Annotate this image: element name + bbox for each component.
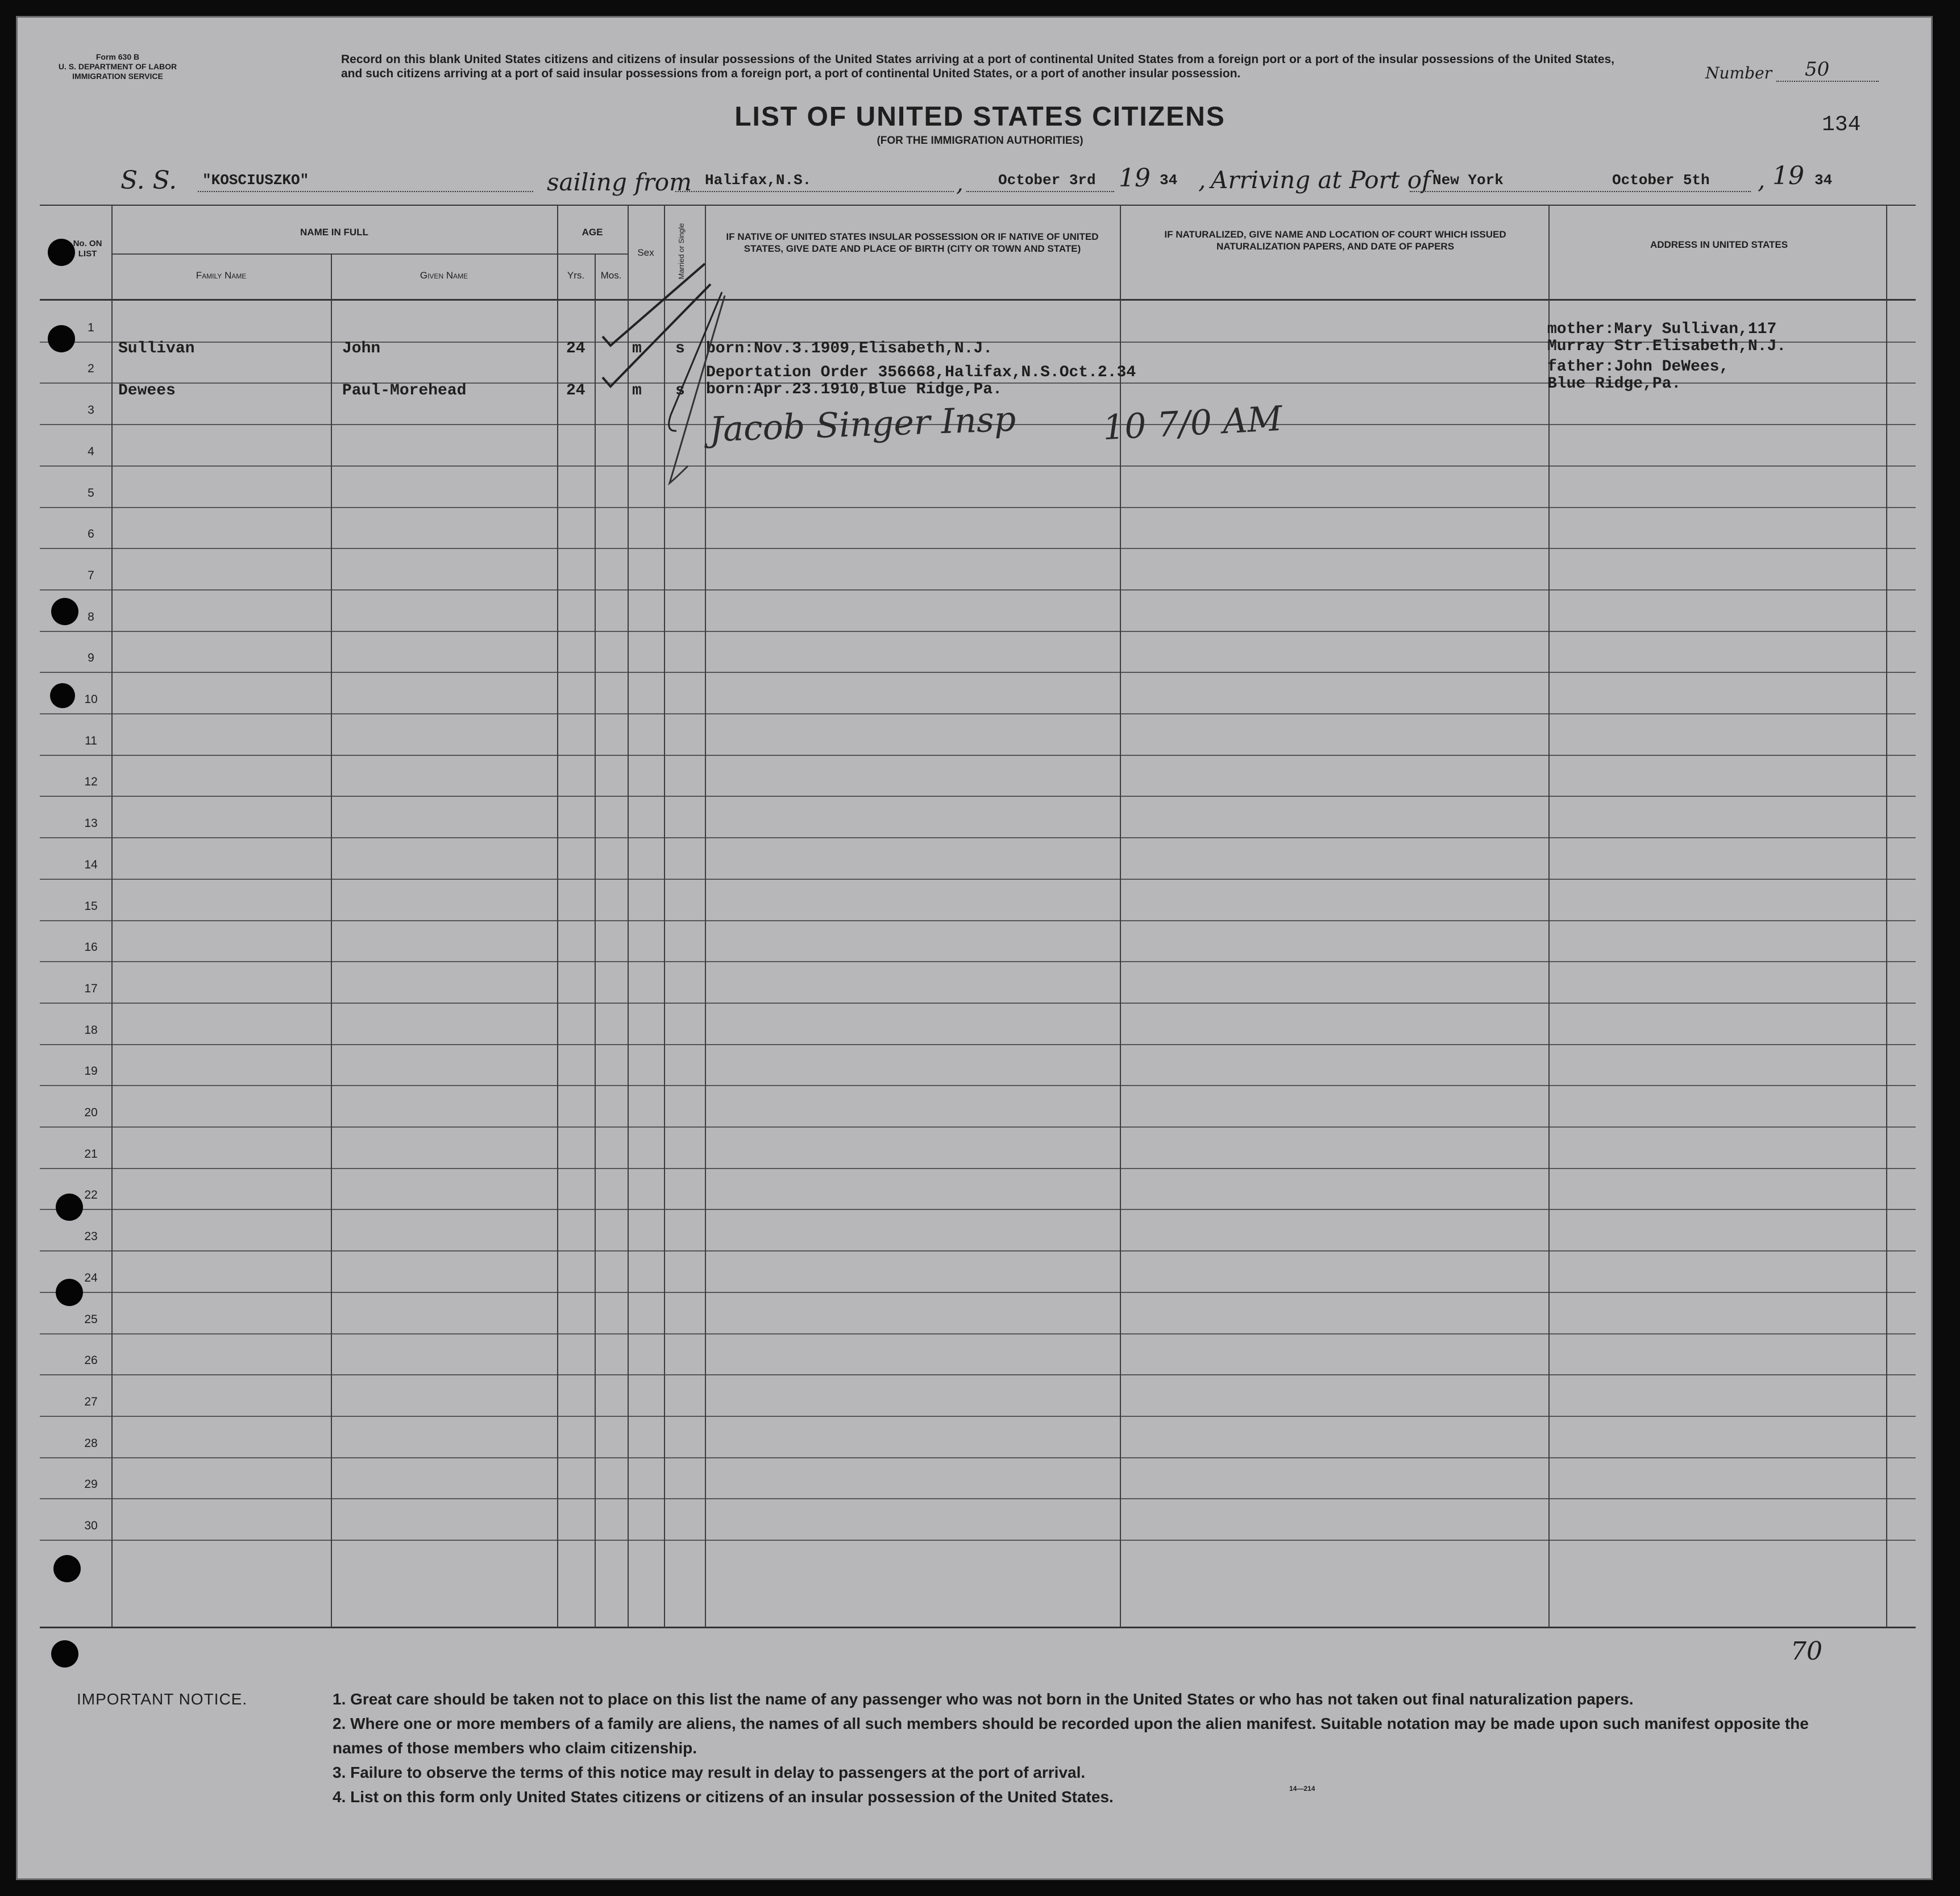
sailing-from-port: Halifax,N.S. bbox=[705, 172, 812, 189]
comma-1: , bbox=[956, 171, 964, 197]
header-address: ADDRESS IN UNITED STATES bbox=[1650, 239, 1788, 250]
row-number: 24 bbox=[84, 1271, 98, 1284]
header-name-in-full: NAME IN FULL bbox=[300, 227, 368, 238]
row-line bbox=[40, 1044, 1916, 1045]
header-birth: IF NATIVE OF UNITED STATES INSULAR POSSESSION OR IF NATIVE OF UNITED STATES, GIVE DATE AND PLACE OF BIRTH (CITY OR TOWN AND STATE) bbox=[726, 231, 1099, 254]
departure-year-prefix: 19 bbox=[1119, 164, 1151, 193]
entry-1-age: 24 bbox=[566, 340, 585, 357]
row-line bbox=[40, 1333, 1916, 1334]
arrival-date: October 5th bbox=[1612, 172, 1710, 189]
row-line bbox=[40, 1209, 1916, 1210]
row-number: 7 bbox=[88, 569, 94, 582]
row-number: 25 bbox=[84, 1313, 98, 1326]
entry-1-birth: born:Nov.3.1909,Elisabeth,N.J. bbox=[706, 340, 993, 357]
binder-hole bbox=[50, 683, 75, 708]
row-line bbox=[40, 713, 1916, 714]
row-number: 18 bbox=[84, 1024, 98, 1037]
binder-hole bbox=[56, 1194, 83, 1221]
entry-2-birth: born:Apr.23.1910,Blue Ridge,Pa. bbox=[706, 381, 1002, 398]
arrival-year-prefix: 19 bbox=[1772, 161, 1804, 190]
ship-name-line bbox=[198, 191, 533, 192]
arrival-port-line bbox=[1410, 191, 1751, 192]
form-subtitle: (FOR THE IMMIGRATION AUTHORITIES) bbox=[877, 135, 1083, 147]
row-line bbox=[40, 1292, 1916, 1293]
row-line bbox=[40, 589, 1916, 591]
col-divider-number bbox=[111, 205, 113, 1628]
row-number: 26 bbox=[84, 1354, 98, 1367]
binder-hole bbox=[53, 1555, 81, 1582]
row-line bbox=[40, 920, 1916, 921]
notice-item-2: 2. Where one or more members of a family are aliens, the names of all such members should be recorded upon the alien manifest. Suitable notation may be made upon such manifest opposite the names of those members who claim citizenship. bbox=[333, 1715, 1809, 1757]
entry-2-deportation-note: Deportation Order 356668,Halifax,N.S.Oct.2.34 bbox=[706, 364, 1136, 381]
notice-lead: IMPORTANT NOTICE. bbox=[77, 1690, 248, 1708]
service-name: IMMIGRATION SERVICE bbox=[72, 72, 163, 81]
header-bottom-border bbox=[40, 299, 1916, 301]
row-line bbox=[40, 1250, 1916, 1251]
row-number: 19 bbox=[84, 1065, 98, 1078]
row-line bbox=[40, 1457, 1916, 1458]
print-code: 14—214 bbox=[1289, 1785, 1315, 1793]
row-number: 12 bbox=[84, 775, 98, 788]
ss-label: S. S. bbox=[121, 166, 177, 195]
col-divider-naturalized bbox=[1548, 205, 1550, 1628]
row-line bbox=[40, 1374, 1916, 1375]
row-number: 23 bbox=[84, 1230, 98, 1243]
departure-year: 34 bbox=[1160, 172, 1178, 189]
binder-hole bbox=[48, 239, 75, 266]
entry-1-sex: m bbox=[632, 340, 642, 357]
binder-hole bbox=[48, 325, 75, 352]
row-number: 21 bbox=[84, 1147, 98, 1161]
notice-item-3: 3. Failure to observe the terms of this notice may result in delay to passengers at the port of arrival. bbox=[333, 1764, 1086, 1781]
row-number: 10 bbox=[84, 693, 98, 706]
row-line bbox=[40, 465, 1916, 467]
entry-2-age: 24 bbox=[566, 382, 585, 400]
header-age: AGE bbox=[582, 227, 603, 238]
row-line bbox=[40, 548, 1916, 549]
row-number: 20 bbox=[84, 1106, 98, 1119]
col-divider-given bbox=[557, 205, 558, 1628]
entry-1-marital: s bbox=[675, 340, 685, 357]
checkmark-strokes bbox=[591, 250, 728, 489]
notice-item-1: 1. Great care should be taken not to place on this list the name of any passenger who was not born in the United States or who has not taken out final naturalization papers. bbox=[333, 1690, 1634, 1708]
row-line bbox=[40, 879, 1916, 880]
entry-1-family-name: Sullivan bbox=[118, 340, 195, 357]
name-header-divider bbox=[111, 253, 557, 255]
row-number: 1 bbox=[88, 321, 94, 334]
row-line bbox=[40, 755, 1916, 756]
col-divider-right bbox=[1886, 205, 1887, 1628]
binder-hole bbox=[51, 1640, 78, 1668]
form-title: LIST OF UNITED STATES CITIZENS bbox=[734, 102, 1226, 132]
row-line bbox=[40, 796, 1916, 797]
row-line bbox=[40, 1498, 1916, 1499]
form-id bbox=[35, 52, 200, 81]
arriving-label: Arriving at Port of bbox=[1211, 166, 1431, 194]
comma-2: , bbox=[1198, 166, 1206, 194]
row-number: 9 bbox=[88, 651, 94, 664]
row-number: 3 bbox=[88, 404, 94, 417]
number-label: Number bbox=[1705, 64, 1772, 82]
row-line bbox=[40, 1168, 1916, 1169]
row-line bbox=[40, 1540, 1916, 1541]
number-value: 50 bbox=[1805, 58, 1830, 81]
header-mos: Mos. bbox=[600, 270, 622, 281]
comma-3: , bbox=[1758, 166, 1766, 194]
notice-items bbox=[327, 1687, 1839, 1809]
manifest-sheet bbox=[16, 16, 1933, 1880]
entry-2-family-name: Dewees bbox=[118, 382, 176, 400]
notice-item-4: 4. List on this form only United States citizens or citizens of an insular possession of the United States. bbox=[333, 1788, 1114, 1806]
arrival-year: 34 bbox=[1814, 172, 1833, 189]
ship-name: "KOSCIUSZKO" bbox=[202, 172, 309, 189]
sailing-from-label: sailing from bbox=[547, 168, 692, 196]
row-line bbox=[40, 507, 1916, 508]
entry-1-address-line-1: mother:Mary Sullivan,117 bbox=[1547, 321, 1777, 338]
entry-2-address-line-2: Blue Ridge,Pa. bbox=[1547, 375, 1681, 393]
row-number: 30 bbox=[84, 1519, 98, 1532]
row-line bbox=[40, 1085, 1916, 1086]
row-number: 22 bbox=[84, 1188, 98, 1201]
header-married-or-single: Married or Single bbox=[677, 223, 686, 280]
row-number: 2 bbox=[88, 362, 94, 375]
row-number: 5 bbox=[88, 487, 94, 500]
col-divider-family bbox=[331, 253, 332, 1628]
entry-2-marital: s bbox=[675, 382, 685, 400]
header-naturalized: IF NATURALIZED, GIVE NAME AND LOCATION OF COURT WHICH ISSUED NATURALIZATION PAPERS, AND DATE OF PAPERS bbox=[1164, 229, 1506, 252]
row-line bbox=[40, 1416, 1916, 1417]
form-instructions: Record on this blank United States citizens and citizens of insular possessions of the United States arriving at a port of continental United States from a foreign port or a port of the insular possessions of the United States, and such citizens arriving at a port of said insular possessions from a foreign port, a port of continental United States, or a port of another insular possession. bbox=[341, 53, 1614, 80]
row-line bbox=[40, 672, 1916, 673]
row-number: 29 bbox=[84, 1478, 98, 1491]
sailing-from-line bbox=[675, 191, 954, 192]
entry-2-sex: m bbox=[632, 382, 642, 400]
row-number: 4 bbox=[88, 445, 94, 458]
table-top-border bbox=[40, 205, 1916, 206]
departure-date: October 3rd bbox=[998, 172, 1096, 189]
row-number: 27 bbox=[84, 1395, 98, 1408]
entry-2-address-line-1: father:John DeWees, bbox=[1547, 358, 1729, 376]
form-number: Form 630 B bbox=[95, 52, 140, 61]
binder-hole bbox=[51, 598, 78, 625]
row-number: 28 bbox=[84, 1437, 98, 1450]
inspector-signature: Jacob Singer Insp bbox=[708, 399, 1017, 450]
row-number: 15 bbox=[84, 900, 98, 913]
handwritten-time-note: 10 7/0 AM bbox=[1102, 398, 1284, 448]
row-line bbox=[40, 631, 1916, 632]
binder-hole bbox=[56, 1279, 83, 1306]
row-number: 14 bbox=[84, 858, 98, 871]
department-name: U. S. DEPARTMENT OF LABOR bbox=[58, 62, 177, 71]
departure-date-line bbox=[966, 191, 1114, 192]
row-number: 17 bbox=[84, 982, 98, 995]
table-bottom-border bbox=[40, 1627, 1916, 1628]
row-number: 16 bbox=[84, 941, 98, 954]
number-underline bbox=[1776, 81, 1879, 82]
entry-1-given-name: John bbox=[342, 340, 381, 357]
arrival-port: New York bbox=[1432, 172, 1504, 189]
header-family-name: Family Name bbox=[196, 270, 247, 281]
row-line bbox=[40, 1126, 1916, 1128]
bottom-number: 70 bbox=[1791, 1637, 1822, 1666]
important-notice bbox=[77, 1687, 1839, 1809]
header-yrs: Yrs. bbox=[567, 270, 585, 281]
header-given-name: Given Name bbox=[420, 270, 468, 281]
row-number: 8 bbox=[88, 610, 94, 623]
row-line bbox=[40, 1003, 1916, 1004]
row-number: 13 bbox=[84, 817, 98, 830]
row-number: 6 bbox=[88, 527, 94, 540]
row-line bbox=[40, 837, 1916, 838]
row-line bbox=[40, 961, 1916, 962]
page-number: 134 bbox=[1822, 113, 1861, 137]
header-sex: Sex bbox=[637, 247, 654, 258]
header-no-on-list: No. ON LIST bbox=[73, 239, 102, 259]
entry-2-given-name: Paul-Morehead bbox=[342, 382, 467, 400]
row-number: 11 bbox=[85, 734, 97, 747]
entry-1-address-line-2: Murray Str.Elisabeth,N.J. bbox=[1547, 338, 1787, 355]
